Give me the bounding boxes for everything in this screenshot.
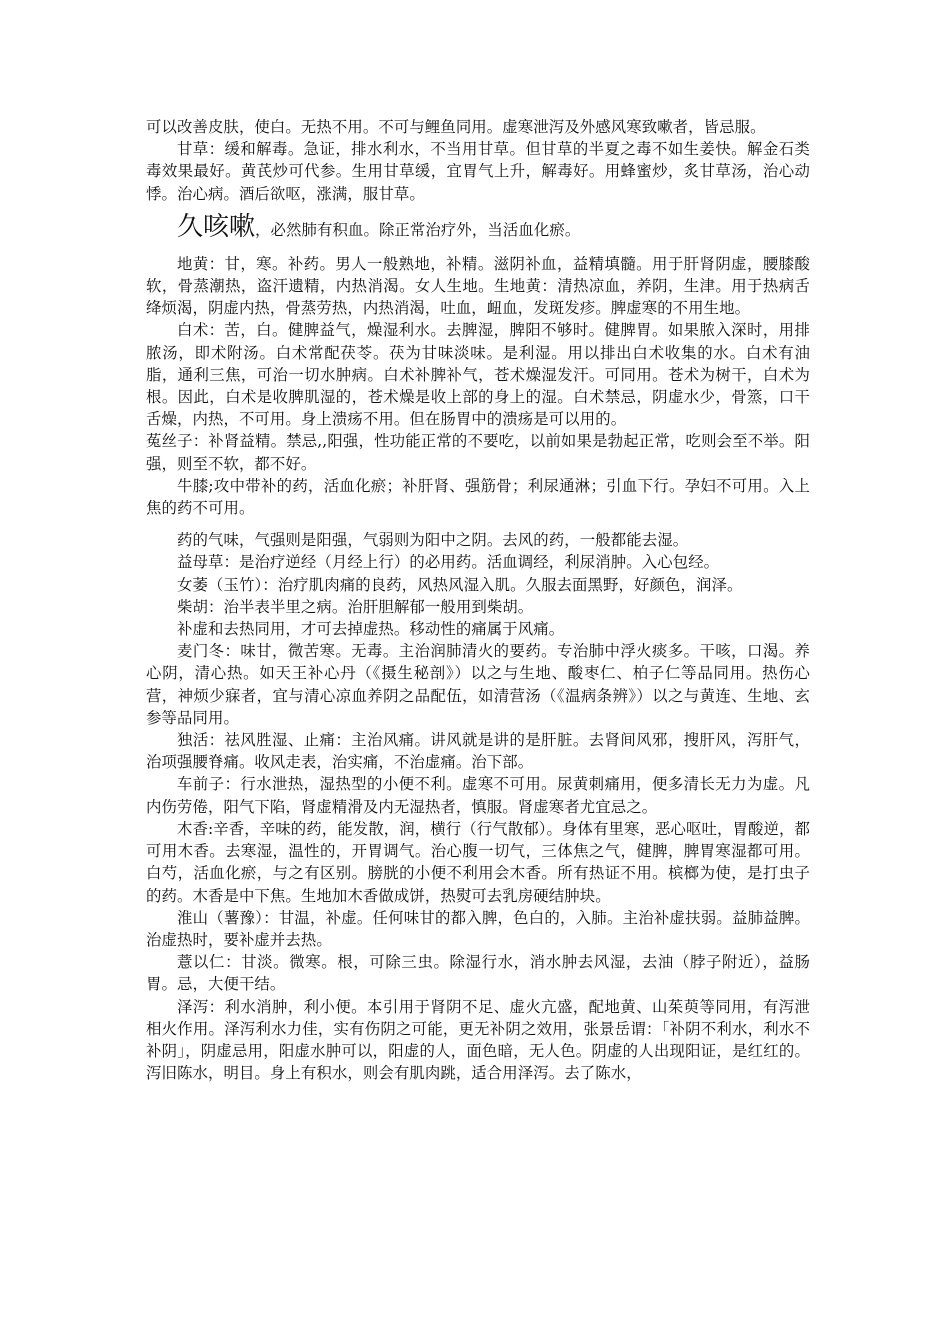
section-heading-rest: ，必然肺有积血。除正常治疗外，当活血化瘀。	[255, 220, 581, 239]
section-heading-big: 久咳嗽	[177, 211, 256, 242]
paragraph-niuxi: 牛膝;攻中带补的药，活血化瘀；补肝肾、强筋骨；利尿通淋；引血下行。孕妇不可用。入上焦的药不可用。	[146, 476, 810, 518]
paragraph-buxu: 补虚和去热同用，才可去掉虚热。移动性的痛属于风痛。	[177, 620, 565, 639]
paragraph-gancao: 甘草：缓和解毒。急证，排水利水，不当用甘草。但甘草的半夏之毒不如生姜快。解金石类毒效果最好。黄芪炒可代参。生用甘草缓，宜胃气上升，解毒好。用蜂蜜炒，炙甘草汤，治心动悸。治心病。酒后欲呕，涨满，服甘草。	[146, 140, 810, 203]
paragraph-yiyiren: 薏以仁：甘淡。微寒。根，可除三虫。除湿行水，消水肿去风湿，去油（脖子附近），益肠胃。忌，大便干结。	[146, 953, 810, 994]
paragraph-dihuang: 地黄：甘，寒。补药。男人一般熟地，补精。滋阴补血，益精填髓。用于肝肾阴虚，腰膝酸软，骨蒸潮热，盗汗遗精，内热消渴。女人生地。生地黄：清热凉血，养阴，生津。用于热病舌绛烦渴，阴虚内热，骨蒸劳热，内热消渴，吐血，衄血，发斑发疹。脾虚寒的不用生地。	[146, 254, 810, 318]
paragraph-tusizi: 菟丝子：补肾益精。禁忌,,阳强，性功能正常的不要吃，以前如果是勃起正常，吃则会至不举。阳强，则至不软，都不好。	[146, 432, 810, 473]
paragraph-muxiang: 木香:辛香，辛味的药，能发散，润，横行（行气散郁）。身体有里寒，恶心呕吐，胃酸逆，都可用木香。去寒湿，温性的，开胃调气。治心腹一切气，三体焦之气，健脾，脾胃寒湿都可用。白芍，活血化瘀，与之有区别。膀胱的小便不利用会木香。所有热证不用。槟榔为使，是打虫子的药。木香是中下焦。生地加木香做成饼，热熨可去乳房硬结肿块。	[146, 819, 810, 905]
paragraph-duhuo: 独活：祛风胜湿、止痛：主治风痛。讲风就是讲的是肝脏。去肾间风邪，搜肝风，泻肝气，治项强腰脊痛。收风走表，治实痛，不治虚痛。治下部。	[146, 731, 810, 772]
paragraph-yimucao: 益母草：是治疗逆经（月经上行）的必用药。活血调经，利尿消肿。入心包经。	[177, 553, 720, 572]
paragraph-chaihu: 柴胡：治半表半里之病。治肝胆解郁一般用到柴胡。	[177, 597, 534, 616]
paragraph-nvwei: 女萎（玉竹）：治疗肌肉痛的良药，风热风湿入肌。久服去面黑野，好颜色，润泽。	[177, 575, 743, 594]
paragraph-baizhu: 白术：苦，白。健脾益气，燥湿利水。去脾湿，脾阳不够时。健脾胃。如果脓入深时，用排脓汤，即术附汤。白术常配茯苓。茯为甘味淡味。是利湿。用以排出白术收集的水。白术有油脂，通利三焦，可治一切水肿病。白术补脾补气，苍术燥湿发汗。可同用。苍术为树干，白术为根。因此，白术是收脾肌湿的，苍术燥是收上部的身上的湿。白术禁忌，阴虚水少，骨篜，口干舌燥，内热，不可用。身上溃疡不用。但在肠胃中的溃疡是可以用的。	[146, 321, 810, 429]
section-heading-line	[146, 209, 810, 245]
paragraph-zexie: 泽泻：利水消肿，利小便。本引用于肾阴不足、虚火亢盛，配地黄、山茱萸等同用，有泻泄相火作用。泽泻利水力佳，实有伤阴之可能，更无补阴之效用，张景岳谓：「补阴不利水，利水不补阴」，阴虚忌用，阳虚水肿可以，阳虚的人，面色暗，无人色。阴虚的人出现阳证，是红红的。泻旧陈水，明目。身上有积水，则会有肌肉跳，适合用泽泻。去了陈水，	[146, 997, 810, 1083]
paragraph-yaodeqiwei: 药的气味，气强则是阳强，气弱则为阳中之阴。去风的药，一般都能去湿。	[177, 531, 689, 550]
paragraph: 可以改善皮肤，使白。无热不用。不可与鲤鱼同用。虚寒泄泻及外感风寒致嗽者，皆忌服。	[146, 118, 766, 136]
paragraph-huaishan: 淮山（薯豫）：甘温，补虚。任何味甘的都入脾，色白的，入肺。主治补虚扶弱。益肺益脾。治虚热时，要补虚并去热。	[146, 908, 810, 949]
paragraph-cheqianzi: 车前子：行水泄热，湿热型的小便不利。虚寒不可用。尿黄刺痛用，便多清长无力为虚。凡内伤劳倦，阳气下陷，肾虚精滑及内无湿热者，慎服。肾虚寒者尤宜忌之。	[146, 775, 810, 816]
paragraph-maimendong: 麦门冬：味甘，微苦寒。无毒。主治润肺清火的要药。专治肺中浮火痰多。干咳，口渴。养心阴，清心热。如天王补心丹（《摄生秘剖》）以之与生地、酸枣仁、柏子仁等品同用。热伤心营，神烦少寐者，宜与清心凉血养阴之品配伍，如清营汤（《温病条辨》）以之与黄连、生地、玄参等品同用。	[146, 642, 810, 727]
document-page	[146, 116, 810, 1084]
